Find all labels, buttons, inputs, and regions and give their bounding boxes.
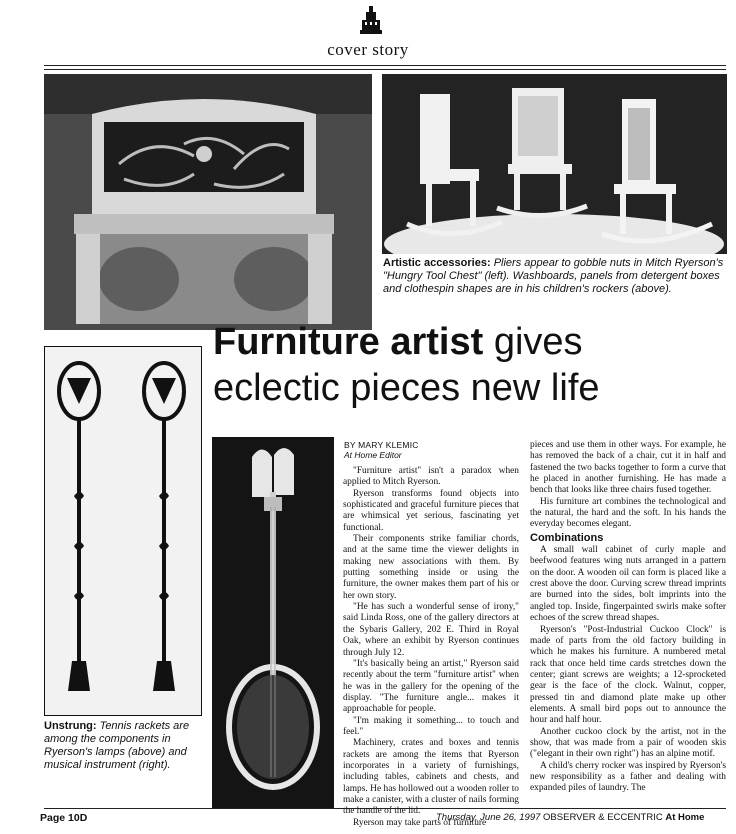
col1-para-6: "I'm making it something... to touch and feel." [343, 715, 519, 737]
caption-unstrung [44, 720, 204, 772]
header-rule [44, 65, 726, 66]
col1-para-3: Their components strike familiar chords, and at the same time the viewer delights in making new associations with them. By putting something inside or using the furniture, the owner makes them part of his or her own story. [343, 534, 519, 601]
col1-para-7: Machinery, crates and boxes and tennis rackets are among the items that Ryerson incorporates in a variety of furnishings, including tables, cabinets and chests, and lamps. He has hollowed out a wooden roller to make a canister, with a cluster of nails forming the handle of the lid. [343, 738, 519, 817]
subhead-combinations: Combinations [530, 531, 604, 544]
rockers-illustration [382, 74, 727, 254]
caption-left-text: Tennis rackets are among the components in Ryerson's lamps (above) and musical instrument (right). [44, 720, 190, 771]
photo-lamps [44, 346, 202, 716]
footer-paper: OBSERVER & ECCENTRIC [543, 812, 663, 823]
footer-page-number: Page 10D [40, 812, 88, 824]
section-label: cover story [327, 40, 409, 59]
col2-para-3: Ryerson's "Post-Industrial Cuckoo Clock" is made of parts from the old factory building in which he makes his furniture. A numbered metal rack that once held time cards stretches down the center; giant screws are weights; a 12-sprocketed gear is the face of the clock. Walnut, copper, pressed tin and diamond plate make up other elements. A small bird pops out to announce the hour and half hour. [530, 624, 726, 726]
building-logo-icon [360, 6, 382, 34]
lamps-illustration [44, 346, 202, 716]
headline-line-2: eclectic pieces new life [213, 367, 600, 409]
caption-left-lead: Unstrung: [44, 720, 97, 732]
col1-para-5: "It's basically being an artist," Ryerson said recently about the term "furniture artist" when he was in the gallery for the opening of the display. "The furniture angle... makes it approachable for people. [343, 658, 519, 715]
col2-para-1: His furniture art combines the technological and the natural, the hard and the soft. In his hands the everyday becomes elegant. [530, 496, 726, 530]
article-column-2 [530, 440, 726, 795]
instrument-illustration [212, 437, 334, 809]
col1-para-8: Ryerson may take parts of furniture [353, 817, 487, 828]
headline-line-1 [213, 322, 728, 362]
col2-para-0: pieces and use them in other ways. For example, he has removed the back of a chair, cut it in half and fastened the two backs together to form a curve that he placed in another furnishing. He has made a bench that looks like three chairs fused together. [530, 440, 726, 496]
caption-artistic-accessories [383, 257, 727, 296]
byline [344, 440, 519, 460]
headline-bold: Furniture artist [213, 321, 484, 363]
col1-para-4: "He has such a wonderful sense of irony," said Linda Ross, one of the gallery directors at the Sybaris Gallery, 202 E. Third in Royal Oak, where an exhibit by Ryerson continues through July 12. [343, 602, 519, 658]
byline-role: At Home Editor [344, 450, 402, 460]
caption-lead: Artistic accessories: [383, 257, 491, 269]
col2-para-4: Another cuckoo clock by the artist, not in the show, that was made from a pair of wooden skis ("elegant in their own right") has an alpine motif. [530, 726, 726, 760]
byline-author: BY MARY KLEMIC [344, 440, 419, 450]
footer-rule [44, 808, 726, 809]
article-column-1 [343, 466, 519, 829]
footer-folio [436, 812, 728, 823]
photo-chest [44, 74, 372, 330]
photo-instrument [212, 437, 334, 809]
header-rule-thin [44, 69, 726, 70]
col2-para-5: A child's cherry rocker was inspired by Ryerson's new responsibility as a father and dealing with expanded piles of laundry. The [530, 760, 726, 794]
footer-section: At Home [665, 812, 705, 823]
col1-para-1: "Furniture artist" isn't a paradox when applied to Mitch Ryerson. [343, 466, 519, 488]
headline-rest: gives [493, 321, 583, 363]
photo-rockers [382, 74, 727, 254]
chest-illustration [44, 74, 372, 330]
footer-date: Thursday, June 26, 1997 [436, 812, 541, 823]
col1-para-2: Ryerson transforms found objects into sophisticated and graceful furniture pieces that are whimsical yet serious, fascinating yet functional. [343, 488, 519, 533]
caption-text: Pliers appear to gobble nuts in Mitch Ryerson's "Hungry Tool Chest" (left). Washboards, panels from detergent boxes and clothespin shapes are in his children's rockers (above). [383, 257, 724, 295]
col2-para-2: A small wall cabinet of curly maple and beefwood features wing nuts arranged in a pattern on the door. A wooden oil can form is placed like a crest above the door. Curving screw thread imprints are burned into the sides, bolt imprints into the angled top. Inside, fingerpainted swirls make softer echoes of the screw thread shapes. [530, 545, 726, 624]
